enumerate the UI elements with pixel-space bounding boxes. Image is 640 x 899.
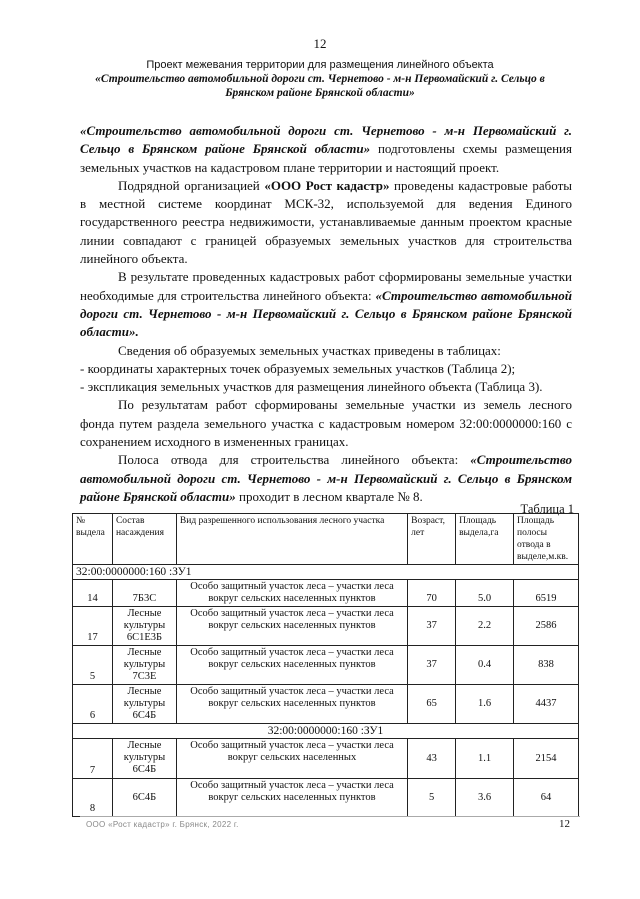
- table-group-row: [73, 565, 579, 580]
- cell-composition: 7Б3С: [112, 580, 176, 607]
- cell-area: 3.6: [456, 779, 514, 817]
- header-object-line: «Строительство автомобильной дороги ст. Чернетово - м-н Первомайский г. Сельцо в: [95, 73, 545, 85]
- document-body: [80, 122, 572, 506]
- cell-composition: Лесные культуры 7С3Е: [112, 646, 176, 685]
- paragraph-1: [80, 122, 572, 177]
- header-object-line-2: Брянском районе Брянской области»: [225, 87, 415, 99]
- cell-composition: Лесные культуры 6С4Б: [112, 685, 176, 724]
- paragraph-2: [80, 177, 572, 268]
- footer-company: ООО «Рост кадастр» г. Брянск, 2022 г.: [86, 820, 239, 829]
- paragraph-6-text-b: проходит в лесном квартале № 8.: [235, 488, 423, 504]
- cell-strip-area: 838: [514, 646, 579, 685]
- table-header-row: [73, 514, 579, 565]
- cell-composition: 6С4Б: [112, 779, 176, 817]
- list-item-coordinates: - координаты характерных точек образуемых земельных участков (Таблица 2);: [80, 360, 516, 376]
- cell-age: 5: [408, 779, 456, 817]
- cell-strip-area: 64: [514, 779, 579, 817]
- page-header: [60, 58, 580, 100]
- contractor-name: «ООО Рост кадастр»: [264, 177, 390, 193]
- cell-number: 7: [73, 739, 113, 779]
- cell-use: Особо защитный участок леса – участки леса вокруг сельских населенных пунктов: [176, 580, 407, 607]
- col-header-strip-area: Площадь полосы отвода в выделе,м.кв.: [514, 514, 579, 565]
- cell-area: 2.2: [456, 607, 514, 646]
- land-plots-table: [72, 513, 579, 817]
- paragraph-1-text: подготовлены схемы размещения земельных участков на кадастровом плане территории и настоящий проект.: [80, 141, 572, 175]
- cadastral-group-label: 32:00:0000000:160 :ЗУ1: [73, 565, 579, 580]
- table-row: [73, 646, 579, 685]
- cell-number: 14: [73, 580, 113, 607]
- cell-number: 6: [73, 685, 113, 724]
- paragraph-4: Сведения об образуемых земельных участках приведены в таблицах:: [118, 342, 501, 358]
- cell-age: 43: [408, 739, 456, 779]
- table-group-row: [73, 724, 579, 739]
- cell-number: 8: [73, 779, 113, 817]
- page-number-bottom: 12: [559, 818, 570, 830]
- cell-age: 37: [408, 646, 456, 685]
- header-project-line: Проект межевания территории для размещения линейного объекта: [146, 59, 494, 71]
- cell-area: 1.1: [456, 739, 514, 779]
- paragraph-2-text-a: Подрядной организацией: [118, 177, 265, 193]
- cell-use: Особо защитный участок леса – участки леса вокруг сельских населенных пунктов: [176, 607, 407, 646]
- paragraph-2-text-b: проведены кадастровые работы в местной системе координат МСК-32, используемой для ведения Единого государственного реестра недвижимости, устанавливаемые данным проектом красные линии совпадают с границей образуемых земельных участков для строительства линейного объекта.: [80, 177, 572, 267]
- page-number-top: 12: [313, 36, 327, 51]
- paragraph-3-text: В результате проведенных кадастровых работ сформированы земельные участки необходимые для строительства линейного объекта:: [80, 269, 572, 303]
- list-item-explication: - экспликация земельных участков для размещения линейного объекта (Таблица 3).: [80, 379, 543, 395]
- paragraph-6-text-a: Полоса отвода для строительства линейного объекта:: [118, 452, 471, 468]
- table-row: [73, 607, 579, 646]
- cell-use: Особо защитный участок леса – участки леса вокруг сельских населенных: [176, 739, 407, 779]
- footer-divider: [80, 816, 580, 817]
- paragraph-5: По результатам работ сформированы земельные участки из земель лесного фонда путем раздела земельного участка с кадастровым номером 32:00:0000000:160 с сохранением исходного в измененных границах.: [80, 397, 572, 450]
- table-caption: Таблица 1: [520, 502, 574, 516]
- col-header-age: Возраст, лет: [408, 514, 456, 565]
- cell-strip-area: 4437: [514, 685, 579, 724]
- col-header-number: № выдела: [73, 514, 113, 565]
- cell-use: Особо защитный участок леса – участки леса вокруг сельских населенных пунктов: [176, 779, 407, 817]
- cell-area: 5.0: [456, 580, 514, 607]
- cell-composition: Лесные культуры 6С4Б: [112, 739, 176, 779]
- object-name: «Строительство автомобильной дороги ст. Чернетово - м-н Первомайский г. Сельцо в Брянском районе Брянской области»: [80, 123, 572, 157]
- table-row: [73, 685, 579, 724]
- cell-number: 5: [73, 646, 113, 685]
- col-header-area: Площадь выдела,га: [456, 514, 514, 565]
- col-header-use: Вид разрешенного использования лесного участка: [176, 514, 407, 565]
- cell-area: 1.6: [456, 685, 514, 724]
- cell-number: 17: [73, 607, 113, 646]
- object-name-2: «Строительство автомобильной дороги ст. Чернетово - м-н Первомайский г. Сельцо в Брянском районе Брянской области».: [80, 287, 572, 340]
- table-row: [73, 779, 579, 817]
- cell-strip-area: 2586: [514, 607, 579, 646]
- paragraph-3: [80, 268, 572, 341]
- cell-use: Особо защитный участок леса – участки леса вокруг сельских населенных пунктов: [176, 685, 407, 724]
- cell-age: 37: [408, 607, 456, 646]
- cell-use: Особо защитный участок леса – участки леса вокруг сельских населенных пунктов: [176, 646, 407, 685]
- cell-strip-area: 2154: [514, 739, 579, 779]
- object-name-3: «Строительство автомобильной дороги ст. Чернетово - м-н Первомайский г. Сельцо в Брянском районе Брянской области»: [80, 452, 572, 504]
- table-row: [73, 580, 579, 607]
- cell-age: 65: [408, 685, 456, 724]
- cadastral-group-label: 32:00:0000000:160 :ЗУ1: [73, 724, 579, 739]
- cell-age: 70: [408, 580, 456, 607]
- cell-composition: Лесные культуры 6С1Е3Б: [112, 607, 176, 646]
- table-row: [73, 739, 579, 779]
- cell-area: 0.4: [456, 646, 514, 685]
- paragraph-6: [80, 451, 572, 506]
- cell-strip-area: 6519: [514, 580, 579, 607]
- col-header-composition: Состав насаждения: [112, 514, 176, 565]
